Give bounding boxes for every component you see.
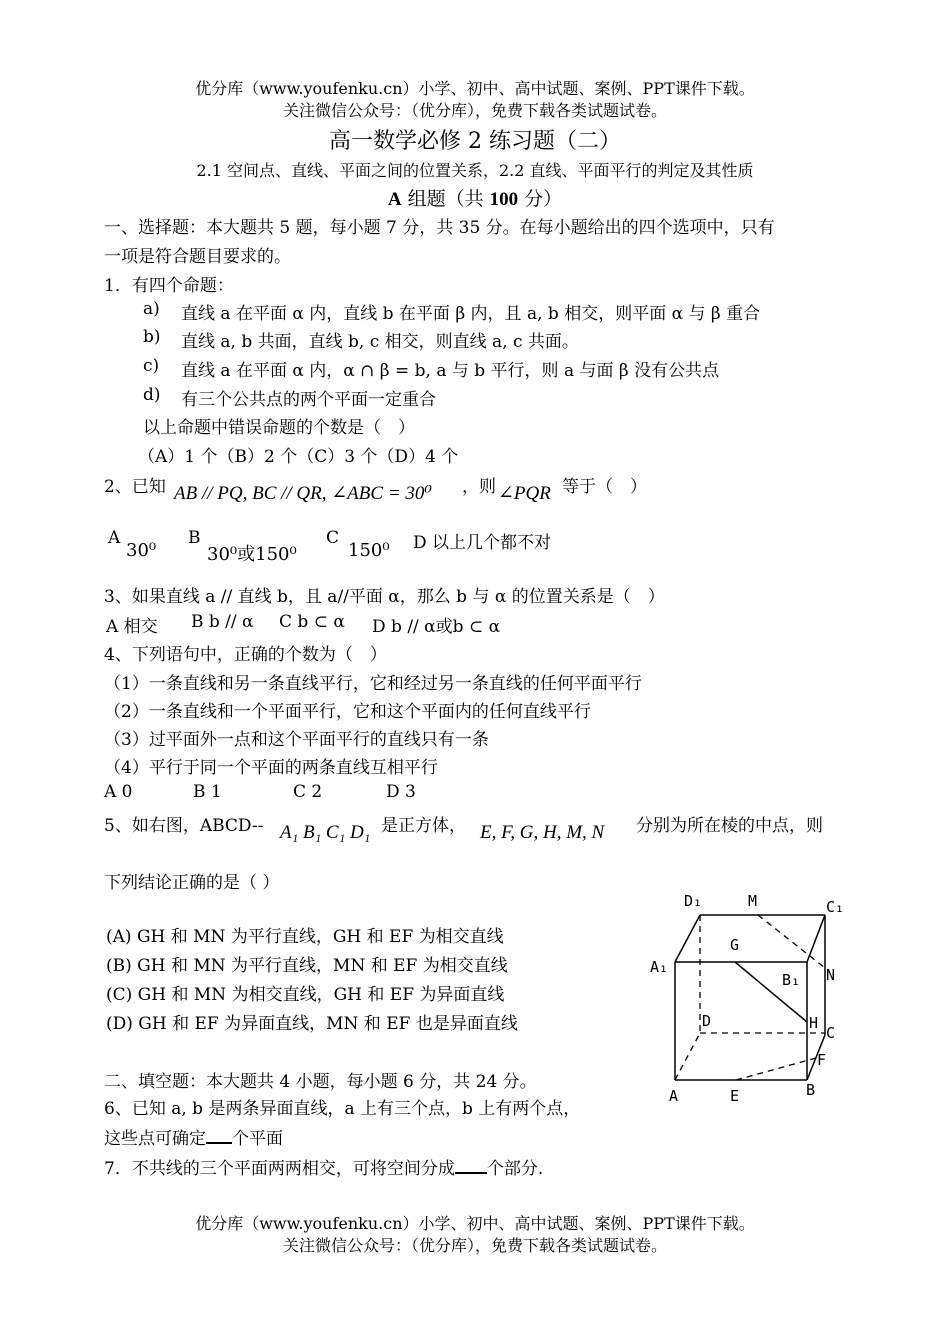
label-a1: A₁ — [650, 958, 669, 976]
q1-d-label: d) — [143, 385, 161, 405]
q5-opt-b: (B) GH 和 MN 为平行直线，MN 和 EF 为相交直线 — [106, 956, 508, 976]
q4-opt-d: D 3 — [386, 782, 416, 802]
edge-b1-c1 — [807, 915, 825, 962]
label-n: N — [826, 966, 836, 984]
label-d1: D₁ — [684, 892, 703, 910]
q7-stem-a-text: 7．不共线的三个平面两两相交，可将空间分成 — [104, 1159, 455, 1179]
q1-b-text: 直线 a, b 共面，直线 b, c 相交，则直线 a, c 共面。 — [181, 332, 579, 352]
q5-math2: E, F, G, H, M, N — [480, 822, 605, 843]
label-e: E — [730, 1087, 740, 1105]
q5-opt-d: (D) GH 和 EF 为异面直线，MN 和 EF 也是异面直线 — [106, 1014, 518, 1034]
q6-stem-a: 6、已知 a, b 是两条异面直线，a 上有三个点，b 上有两个点， — [104, 1099, 581, 1119]
q1-b-label: b) — [143, 327, 161, 347]
q3-opt-a: A 相交 — [106, 617, 158, 637]
q2-opt-c-label: C — [326, 528, 340, 548]
q2-math: AB // PQ, BC // QR, ∠ABC = 30⁰ — [174, 483, 433, 504]
q4-opt-a: A 0 — [104, 782, 133, 802]
q5-opt-c: (C) GH 和 MN 为相交直线，GH 和 EF 为异面直线 — [106, 985, 505, 1005]
q1-ask: 以上命题中错误命题的个数是（ ） — [143, 418, 415, 438]
page-subtitle: 2.1 空间点、直线、平面之间的位置关系，2.2 直线、平面平行的判定及其性质 — [196, 161, 754, 180]
group-title-text: 组题（共 — [401, 188, 490, 210]
q1-a-label: a) — [143, 299, 160, 319]
q2-stem-a: 2、已知 — [104, 477, 166, 497]
q5-stem-a: 5、如右图，ABCD-- — [104, 816, 264, 836]
header-line-1: 优分库（www.youfenku.cn）小学、初中、高中试题、案例、PPT课件下载。 — [195, 79, 755, 98]
section1-intro-line2: 一项是符合题目要求的。 — [104, 247, 291, 267]
q4-statement-2: （2）一条直线和一个平面平行，它和这个平面内的任何直线平行 — [104, 702, 591, 722]
q7-stem — [104, 1154, 543, 1179]
label-f: F — [817, 1051, 827, 1069]
footer-line-1: 优分库（www.youfenku.cn）小学、初中、高中试题、案例、PPT课件下载。 — [195, 1214, 755, 1233]
q4-opt-c: C 2 — [293, 782, 323, 802]
q5-stem-c: 分别为所在棱的中点，则 — [636, 816, 823, 836]
q2-opt-b-value: 30⁰或150⁰ — [207, 544, 297, 565]
q5-stem-d: 下列结论正确的是（ ） — [104, 873, 280, 893]
footer-line-2: 关注微信公众号：（优分库），免费下载各类试题试卷。 — [282, 1236, 667, 1255]
label-g: G — [730, 936, 740, 954]
q5-math1: A₁ B₁ C₁ D₁ — [280, 822, 371, 843]
label-c1: C₁ — [826, 898, 845, 916]
q4-statement-4: （4）平行于同一个平面的两条直线互相平行 — [104, 758, 438, 778]
q5-opt-a: (A) GH 和 MN 为平行直线，GH 和 EF 为相交直线 — [106, 927, 504, 947]
label-m: M — [748, 892, 758, 910]
header-line-2: 关注微信公众号：（优分库），免费下载各类试题试卷。 — [282, 101, 667, 120]
q1-c-text: 直线 a 在平面 α 内，α ∩ β = b, a 与 b 平行，则 a 与面 β 没有公共点 — [181, 361, 720, 381]
group-title-letter: A — [387, 189, 402, 210]
q6-stem-c-text: 个平面 — [232, 1129, 283, 1149]
label-b: B — [806, 1081, 816, 1099]
q1-d-text: 有三个公共点的两个平面一定重合 — [181, 390, 436, 410]
q2-stem-c: 等于（ ） — [562, 477, 647, 497]
q6-stem-b — [104, 1124, 283, 1149]
label-c: C — [826, 1024, 836, 1042]
q4-statement-3: （3）过平面外一点和这个平面平行的直线只有一条 — [104, 730, 489, 750]
q3-stem: 3、如果直线 a // 直线 b，且 a//平面 α，那么 b 与 α 的位置关系是（ ） — [104, 587, 665, 607]
page-title: 高一数学必修 2 练习题（二） — [329, 129, 621, 154]
label-h: H — [809, 1014, 819, 1032]
q1-stem: 1．有四个命题： — [104, 276, 234, 296]
label-b1: B₁ — [782, 971, 801, 989]
q3-opt-b: B b // α — [191, 612, 254, 632]
label-d: D — [702, 1012, 712, 1030]
group-title — [0, 184, 950, 211]
label-a: A — [669, 1087, 679, 1105]
q4-stem: 4、下列语句中，正确的个数为（ ） — [104, 645, 387, 665]
q6-stem-b-text: 这些点可确定 — [104, 1129, 206, 1149]
q2-opt-a-value: 30⁰ — [126, 540, 157, 561]
hidden-edge-a-d — [675, 1033, 700, 1080]
q4-statement-1: （1）一条直线和另一条直线平行，它和经过另一条直线的任何平面平行 — [104, 674, 642, 694]
group-title-end: 分） — [518, 188, 563, 210]
q7-blank[interactable] — [455, 1158, 487, 1174]
segment-ef — [736, 1058, 816, 1080]
q1-c-label: c) — [143, 356, 160, 376]
q1-a-text: 直线 a 在平面 α 内，直线 b 在平面 β 内，且 a, b 相交，则平面 α 与 β 重合 — [181, 304, 761, 324]
section2-intro: 二、填空题：本大题共 4 小题，每小题 6 分，共 24 分。 — [104, 1072, 537, 1092]
q3-opt-d: D b // α或b ⊂ α — [372, 617, 501, 637]
section1-intro-line1: 一、选择题：本大题共 5 题，每小题 7 分，共 35 分。在每小题给出的四个选项中，只有 — [104, 218, 775, 238]
q2-opt-c-value: 150⁰ — [348, 540, 390, 561]
q2-math2: ∠PQR — [498, 483, 551, 504]
q2-opt-b-label: B — [188, 528, 201, 548]
cube-figure — [640, 880, 865, 1110]
edge-a1-d1 — [675, 915, 700, 962]
q6-blank[interactable] — [206, 1128, 232, 1144]
q3-opt-c: C b ⊂ α — [279, 612, 345, 632]
q7-stem-b-text: 个部分. — [486, 1159, 544, 1179]
q1-options: （A）1 个（B）2 个（C）3 个（D）4 个 — [138, 447, 459, 467]
q2-opt-a-label: A — [108, 528, 121, 548]
q5-stem-b: 是正方体， — [381, 816, 466, 836]
group-title-score: 100 — [489, 189, 519, 210]
q4-opt-b: B 1 — [193, 782, 222, 802]
q2-opt-d: D 以上几个都不对 — [413, 533, 552, 553]
q2-stem-b: ，则 — [462, 477, 496, 497]
